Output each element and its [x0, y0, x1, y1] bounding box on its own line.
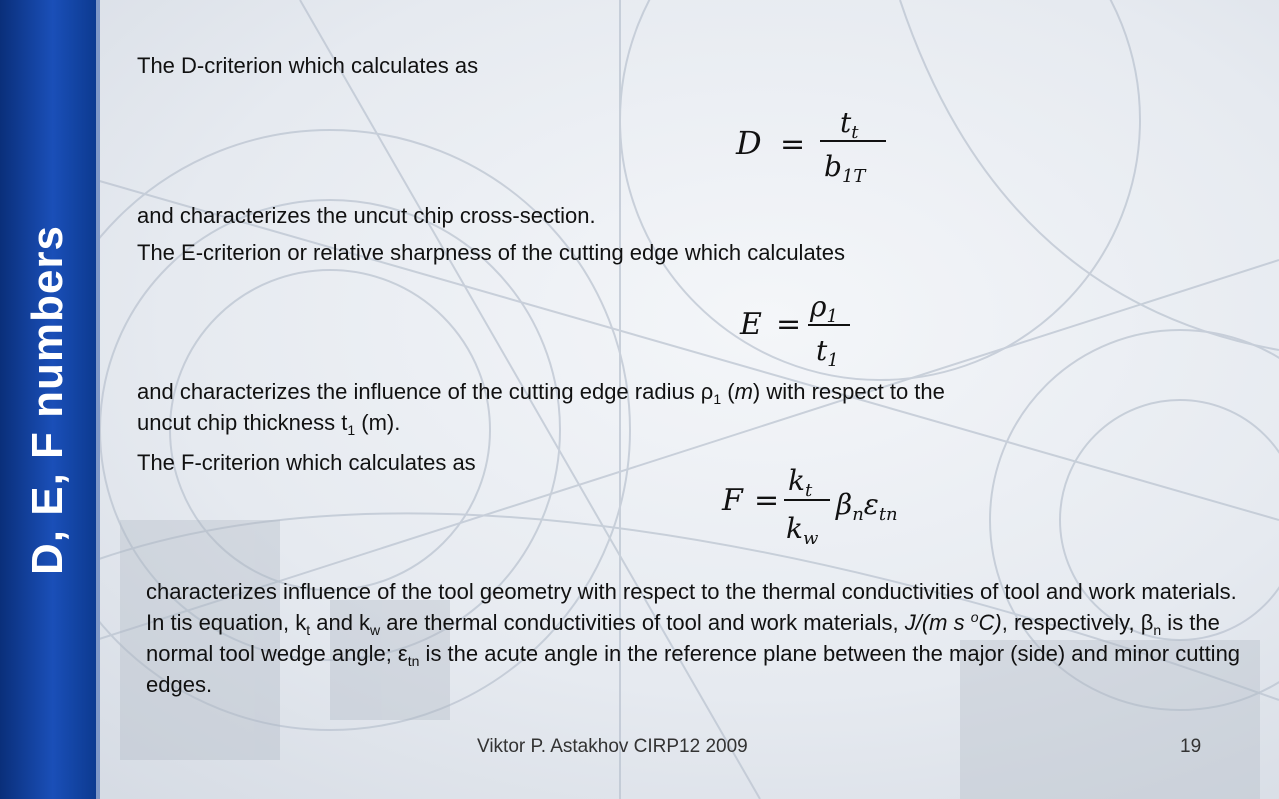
formula-e [740, 292, 870, 377]
e-criterion-desc: and characterizes the influence of the cutting edge radius $\rho_1$ (m) with respect to the uncut chip thickness $t_1$ (m). [137, 379, 945, 438]
formula-f [722, 458, 922, 573]
formula-f-svg [722, 458, 922, 568]
formula-d-lhs: D [736, 124, 762, 162]
page-number: 19 [1180, 736, 1202, 757]
side-bar [0, 0, 100, 799]
formula-f-den: $k_w$ [786, 512, 819, 549]
e-criterion-intro: The E-criterion or relative sharpness of the cutting edge which calculates [137, 240, 846, 265]
formula-f-tail: $\beta_n\varepsilon_{tn}$ [836, 488, 898, 525]
formula-d-num: $t_t$ [840, 106, 859, 143]
f-criterion-desc: characterizes influence of the tool geometry with respect to the thermal conductivities of tool and work materials. In tis equation, $k_t$ and $k_w$ are thermal conductivities of tool and work materials, J/(m s $^o$C), respectively, $\beta_n$ is the normal tool wedge angle; $\varepsilon_{tn}$ is the acute angle in the reference plane between the major (side) and minor cutting edges. [146, 579, 1241, 697]
formula-e-lhs: E [740, 307, 762, 342]
formula-f-num: $k_t$ [788, 464, 813, 501]
side-title: D, E, F numbers [23, 225, 72, 575]
d-criterion-desc: and characterizes the uncut chip cross-section. [137, 203, 596, 228]
footer-author: Viktor P. Astakhov CIRP12 2009 [477, 736, 748, 757]
formula-e-num: $\rho_1$ [810, 290, 838, 327]
formula-d-svg [736, 108, 896, 188]
formula-e-svg [740, 292, 870, 372]
formula-e-den: $t_1$ [816, 334, 839, 371]
d-criterion-intro: The D-criterion which calculates as [137, 53, 479, 78]
formula-f-lhs: F [722, 483, 743, 518]
formula-f-eq: = [754, 483, 780, 518]
formula-d-eq: = [780, 127, 806, 162]
formula-e-eq: = [776, 307, 802, 342]
formula-d-den: $b_{1T}$ [824, 150, 866, 187]
f-criterion-intro: The F-criterion which calculates as [137, 450, 476, 475]
formula-d [736, 108, 896, 193]
